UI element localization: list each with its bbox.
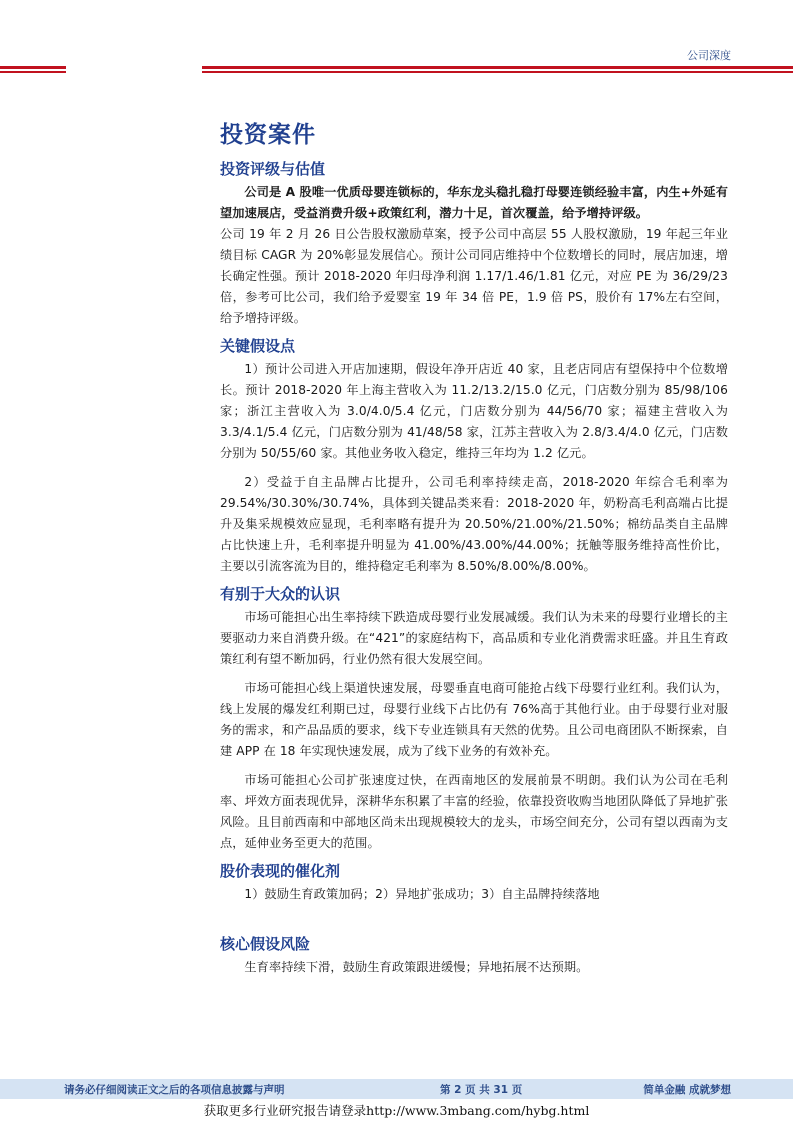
footer-download-link[interactable]: 获取更多行业研究报告请登录http://www.3mbang.com/hybg.html <box>203 1103 590 1118</box>
assumption-paragraph-1: 1）预计公司进入开店加速期，假设年净开店近 40 家，且老店同店有望保持中个位数增长。预计 2018-2020 年上海主营收入为 11.2/13.2/15.0 亿元，门店数分别为 85/98/106 家；浙江主营收入为 3.0/4.0/5.4 亿元，门店数分别为 44/56/70 家；福建主营收入为 3.3/4.1/5.4 亿元，门店数分别为 41/48/58 家，江苏主营收入为 2.8/3.4/4.0 亿元，门店数分别为 50/55/60 家。其他业务收入稳定，维持三年均为 1.2 亿元。 <box>220 362 728 460</box>
different-view-paragraph-1: 市场可能担心出生率持续下跌造成母婴行业发展减缓。我们认为未来的母婴行业增长的主要驱动力来自消费升级。在“421”的家庭结构下，高品质和专业化消费需求旺盛。并且生育政策红利有望不断加码，行业仍然有很大发展空间。 <box>220 610 728 666</box>
main-title: 投资案件 <box>220 122 316 148</box>
section-title-rating: 投资评级与估值 <box>220 160 326 178</box>
footer-disclaimer: 请务必仔细阅读正文之后的各项信息披露与声明 <box>64 1084 285 1096</box>
catalysts-paragraph: 1）鼓励生育政策加码；2）异地扩张成功；3）自主品牌持续落地 <box>244 887 600 901</box>
rating-lead-paragraph: 公司是 A 股唯一优质母婴连锁标的，华东龙头稳扎稳打母婴连锁经验丰富，内生+外延有望加速展店，受益消费升级+政策红利，潜力十足，首次覆盖，给予增持评级。 <box>220 185 728 220</box>
header-rule-left <box>0 66 66 75</box>
section-title-risks: 核心假设风险 <box>220 935 311 953</box>
different-view-paragraph-2: 市场可能担心线上渠道快速发展，母婴垂直电商可能抢占线下母婴行业红利。我们认为，线上发展的爆发红利期已过，母婴行业线下占比仍有 76%高于其他行业。由于母婴行业对服务的需求，和产品品质的要求，线下专业连锁具有天然的优势。且公司电商团队不断探索，自建 APP 在 18 年实现快速发展，成为了线下业务的有效补充。 <box>220 681 728 758</box>
assumption-paragraph-2: 2）受益于自主品牌占比提升，公司毛利率持续走高，2018-2020 年综合毛利率为 29.54%/30.30%/30.74%，具体到关键品类来看：2018-2020 年，奶粉高毛利高端占比提升及集采规模效应显现，毛利率略有提升为 20.50%/21.00%/21.50%；棉纺品类自主品牌占比快速上升，毛利率提升明显为 41.00%/43.00%/44.00%；抚触等服务维持高性价比，主要以引流客流为目的，维持稳定毛利率为 8.50%/8.00%/8.00%。 <box>220 475 728 573</box>
section-title-assumptions: 关键假设点 <box>220 337 296 355</box>
risks-paragraph: 生育率持续下滑，鼓励生育政策跟进缓慢；异地拓展不达预期。 <box>244 960 589 974</box>
page-category-tag: 公司深度 <box>687 49 731 62</box>
header-rule-right <box>202 66 793 75</box>
rating-body-paragraph: 公司 19 年 2 月 26 日公告股权激励草案，授予公司中高层 55 人股权激励，19 年起三年业绩目标 CAGR 为 20%彰显发展信心。预计公司同店维持中个位数增长的同时，展店加速，增长确定性强。预计 2018-2020 年归母净利润 1.17/1.46/1.81 亿元，对应 PE 为 36/29/23 倍，参考可比公司，我们给予爱婴室 19 年 34 倍 PE，1.9 倍 PS，股价有 17%左右空间，给予增持评级。 <box>220 227 728 325</box>
section-title-catalysts: 股价表现的催化剂 <box>220 862 341 880</box>
footer-slogan: 简单金融 成就梦想 <box>643 1084 731 1096</box>
report-content <box>220 118 728 978</box>
footer-page-number: 第 2 页 共 31 页 <box>440 1084 523 1096</box>
different-view-paragraph-3: 市场可能担心公司扩张速度过快，在西南地区的发展前景不明朗。我们认为公司在毛利率、坪效方面表现优异，深耕华东积累了丰富的经验，依靠投资收购当地团队降低了异地扩张风险。且目前西南和中部地区尚未出现规模较大的龙头，市场空间充分，公司有望以西南为支点，延伸业务至更大的范围。 <box>220 773 728 850</box>
section-title-different-view: 有别于大众的认识 <box>220 585 341 603</box>
footer-band <box>0 1079 793 1099</box>
